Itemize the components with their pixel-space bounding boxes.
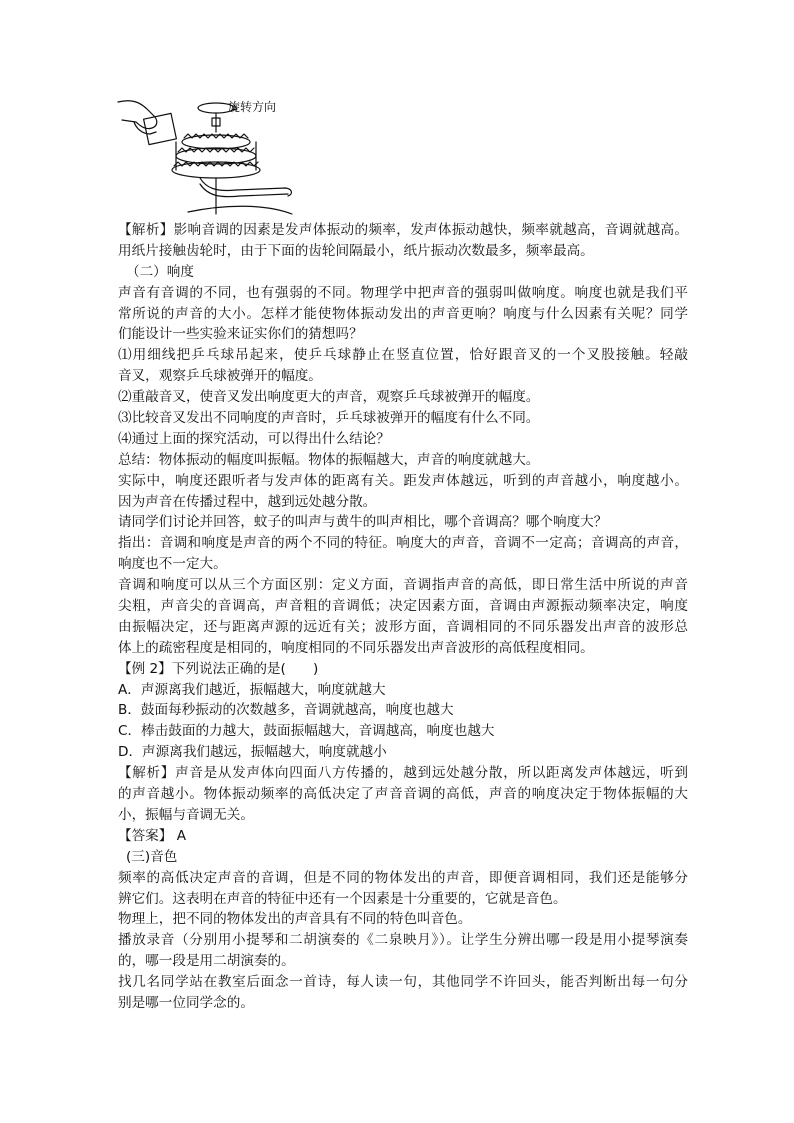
paragraph [118,262,688,283]
text-line: D．声源离我们越远，振幅越大，响度就越小 [118,744,387,761]
paragraph [118,680,688,701]
text-line: (三)音色 [126,848,178,865]
paragraph [118,533,688,575]
paragraph [118,972,688,1014]
paragraph [118,930,688,972]
text-line: 用纸片接触齿轮时，由于下面的齿轮间隔最小，纸片振动次数最多，频率最高。 [118,242,594,259]
text-line: 小，振幅与音调无关。 [118,806,254,823]
text-line: 【解析】声音是从发声体向四面八方传播的，越到远处越分散，所以距离发声体越远，听到 [118,765,688,782]
hand-outline [118,101,157,129]
paragraph [118,847,688,868]
document-body [118,220,688,1014]
text-line: 的，哪一段是用二胡演奏的。 [118,953,295,970]
paragraph [118,575,688,659]
paragraph [118,721,688,742]
paragraph [118,345,688,387]
text-line: 频率的高低决定声音的音调，但是不同的物体发出的声音，即便音调相同，我们还是能够分 [118,869,688,886]
text-line: B．鼓面每秒振动的次数越多，音调就越高，响度也越大 [118,702,454,719]
text-line: 找几名同学站在教室后面念一首诗，每人读一句，其他同学不许回头，能否判断出每一句分 [118,974,688,991]
text-line: 音叉，观察乒乓球被弹开的幅度。 [118,368,322,385]
gear-card-illustration [116,92,296,216]
text-line: ⑵重敲音叉，使音叉发出响度更大的声音，观察乒乓球被弹开的幅度。 [118,389,540,406]
text-line: 实际中，响度还跟听者与发声体的距离有关。距发声体越远，听到的声音越小，响度越小。 [118,472,688,489]
paragraph [118,283,688,346]
text-line: 辨它们。这表明在声音的特征中还有一个因素是十分重要的，它就是音色。 [118,890,567,907]
text-line: 物理上，把不同的物体发出的声音具有不同的特色叫音色。 [118,911,472,928]
gear-experiment-figure [116,92,296,216]
paragraph [118,408,688,429]
paragraph [118,429,688,450]
base-handle [200,178,288,197]
paragraph [118,450,688,471]
text-line: 常所说的声音的大小。怎样才能使物体振动发出的声音更响？响度与什么因素有关呢？同学 [118,305,688,322]
text-line: 体上的疏密程度是相同的，响度相同的不同乐器发出声音波形的高低程度相同。 [118,639,594,656]
text-line: 请同学们讨论并回答，蚊子的叫声与黄牛的叫声相比，哪个音调高？哪个响度大？ [118,514,608,531]
text-line: 音调和响度可以从三个方面区别：定义方面，音调指声音的高低，即日常生活中所说的声音 [118,577,688,594]
paragraph [118,826,688,847]
text-line: 别是哪一位同学念的。 [118,994,254,1011]
paragraph [118,471,688,513]
text-line: ⑴用细线把乒乓球吊起来，使乒乓球静止在竖直位置，恰好跟音叉的一个叉股接触。轻敲 [118,347,688,364]
text-line: ⑷通过上面的探究活动，可以得出什么结论？ [118,430,390,447]
text-line: 【例 2】下列说法正确的是( ) [118,660,319,677]
text-line: 由振幅决定，还与距离声源的远近有关；波形方面，音调相同的不同乐器发出声音的波形总 [118,618,688,635]
paragraph [118,220,688,262]
text-line: ⑶比较音叉发出不同响度的声音时，乒乓球被弹开的幅度有什么不同。 [118,410,540,427]
text-line: 【答案】 A [118,827,186,844]
text-line: 的声音越小。物体振动频率的高低决定了声音音调的高低，声音的响度决定于物体振幅的大 [118,786,688,803]
rotation-direction-label: 旋转方向 [228,100,277,114]
text-line: 们能设计一些实验来证实你们的猜想吗？ [118,326,363,343]
gear-stack [172,134,260,178]
paragraph [118,742,688,763]
text-line: 总结：物体振动的幅度叫振幅。物体的振幅越大，声音的响度就越大。 [118,451,540,468]
paragraph [118,909,688,930]
text-line: （二）响度 [126,263,194,280]
text-line: 【解析】影响音调的因素是发声体振动的频率，发声体振动越快，频率就越高，音调就越高。 [118,222,688,238]
paragraph [118,763,688,826]
paragraph [118,512,688,533]
paragraph [118,659,688,680]
text-line: A．声源离我们越近，振幅越大，响度就越大 [118,681,386,698]
paragraph [118,700,688,721]
text-line: 响度也不一定大。 [118,556,227,573]
text-line: 指出：音调和响度是声音的两个不同的特征。响度大的声音，音调不一定高；音调高的声音， [118,535,688,552]
paragraph [118,387,688,408]
paragraph [118,868,688,910]
text-line: 尖粗，声音尖的音调高，声音粗的音调低；决定因素方面，音调由声源振动频率决定，响度 [118,598,688,615]
text-line: 播放录音（分别用小提琴和二胡演奏的《二泉映月》）。让学生分辨出哪一段是用小提琴演奏 [118,932,688,949]
text-line: C．棒击鼓面的力越大，鼓面振幅越大，音调越高，响度也越大 [118,723,495,740]
text-line: 因为声音在传播过程中，越到远处越分散。 [118,493,377,510]
text-line: 声音有音调的不同，也有强弱的不同。物理学中把声音的强弱叫做响度。响度也就是我们平 [118,284,688,301]
